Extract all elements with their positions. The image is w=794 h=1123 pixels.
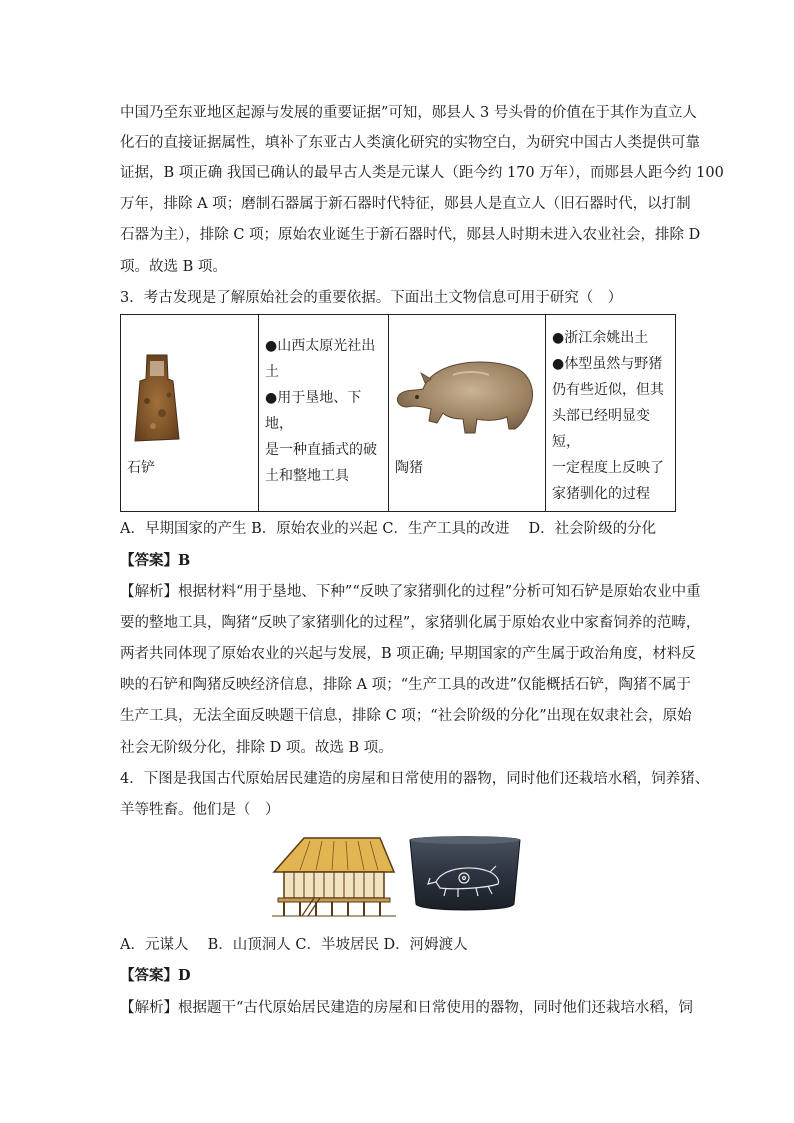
info-line: 仍有些近似，但其 <box>552 382 664 398</box>
text-line: 项。故选 B 项。 <box>120 259 227 275</box>
question-4-answer: 【答案】D <box>120 967 191 984</box>
question-3-answer: 【答案】B <box>120 552 191 569</box>
table-cell-pottery-pig <box>389 315 546 512</box>
info-line: 家猪驯化的过程 <box>552 486 650 502</box>
table-cell-stone-shovel <box>121 315 259 512</box>
question-4-figure <box>270 832 530 918</box>
info-line: 头部已经明显变短， <box>552 408 650 450</box>
info-line: ●用于垦地、下地， <box>265 390 362 432</box>
text-line: 证据，B 项正确 我国已确认的最早古人类是元谋人（距今约 170 万年），而郧县人距今约 100 <box>120 165 724 181</box>
text-line: 中国乃至东亚地区起源与发展的重要证据”可知，郧县人 3 号头骨的价值在于其作为直立人 <box>120 105 697 121</box>
question-4-stem: 羊等牲畜。他们是（ ） <box>120 802 280 818</box>
question-4-stem: 4．下图是我国古代原始居民建造的房屋和日常使用的器物，同时他们还栽培水稻，饲养猪、 <box>120 771 710 787</box>
analysis-line: 【解析】根据材料“用于垦地、下种”“反映了家猪驯化的过程”分析可知石铲是原始农业中重 <box>120 584 701 600</box>
table-cell-shovel-info <box>259 315 389 512</box>
stone-shovel-image <box>127 351 187 446</box>
info-line: ●体型虽然与野猪 <box>552 356 663 372</box>
analysis-line: 社会无阶级分化，排除 D 项。故选 B 项。 <box>120 740 393 756</box>
analysis-line: 两者共同体现了原始农业的兴起与发展，B 项正确; 早期国家的产生属于政治角度，材料反 <box>120 646 696 662</box>
pottery-pig-image <box>393 349 539 445</box>
info-line: ●山西太原光社出 <box>265 338 376 354</box>
table-cell-pig-info <box>546 315 676 512</box>
relics-table <box>120 314 676 512</box>
question-3-stem: 3．考古发现是了解原始社会的重要依据。下面出土文物信息可用于研究（ ） <box>120 290 623 306</box>
text-line: 万年，排除 A 项；磨制石器属于新石器时代特征，郧县人是直立人（旧石器时代，以打制 <box>120 196 691 212</box>
stone-shovel-caption: 石铲 <box>127 460 155 476</box>
text-line: 化石的直接证据属性，填补了东亚古人类演化研究的实物空白，为研究中国古人类提供可靠 <box>120 135 700 151</box>
pottery-pig-caption: 陶猪 <box>395 460 423 476</box>
info-line: 一定程度上反映了 <box>552 460 664 476</box>
analysis-line: 映的石铲和陶猪反映经济信息，排除 A 项；“生产工具的改进”仅能概括石铲，陶猪不属于 <box>120 677 692 693</box>
black-pottery-bowl-image <box>406 834 524 916</box>
stilt-house-image <box>270 832 398 918</box>
analysis-line: 生产工具，无法全面反映题干信息，排除 C 项；“社会阶级的分化”出现在奴隶社会，原始 <box>120 708 692 724</box>
question-4-options: A．元谋人 B．山顶洞人 C．半坡居民 D．河姆渡人 <box>120 937 468 953</box>
info-line: ●浙江余姚出土 <box>552 330 649 346</box>
question-3-options: A．早期国家的产生 B．原始农业的兴起 C．生产工具的改进 D．社会阶级的分化 <box>120 521 657 537</box>
analysis-line: 要的整地工具，陶猪“反映了家猪驯化的过程”，家猪驯化属于原始农业中家畜饲养的范畴， <box>120 615 701 631</box>
info-line: 土 <box>265 364 279 380</box>
info-line: 土和整地工具 <box>265 468 349 484</box>
info-line: 是一种直插式的破 <box>265 442 377 458</box>
text-line: 石器为主），排除 C 项；原始农业诞生于新石器时代，郧县人时期未进入农业社会，排除 D <box>120 227 701 243</box>
analysis-line: 【解析】根据题干“古代原始居民建造的房屋和日常使用的器物，同时他们还栽培水稻，饲 <box>120 1000 693 1016</box>
